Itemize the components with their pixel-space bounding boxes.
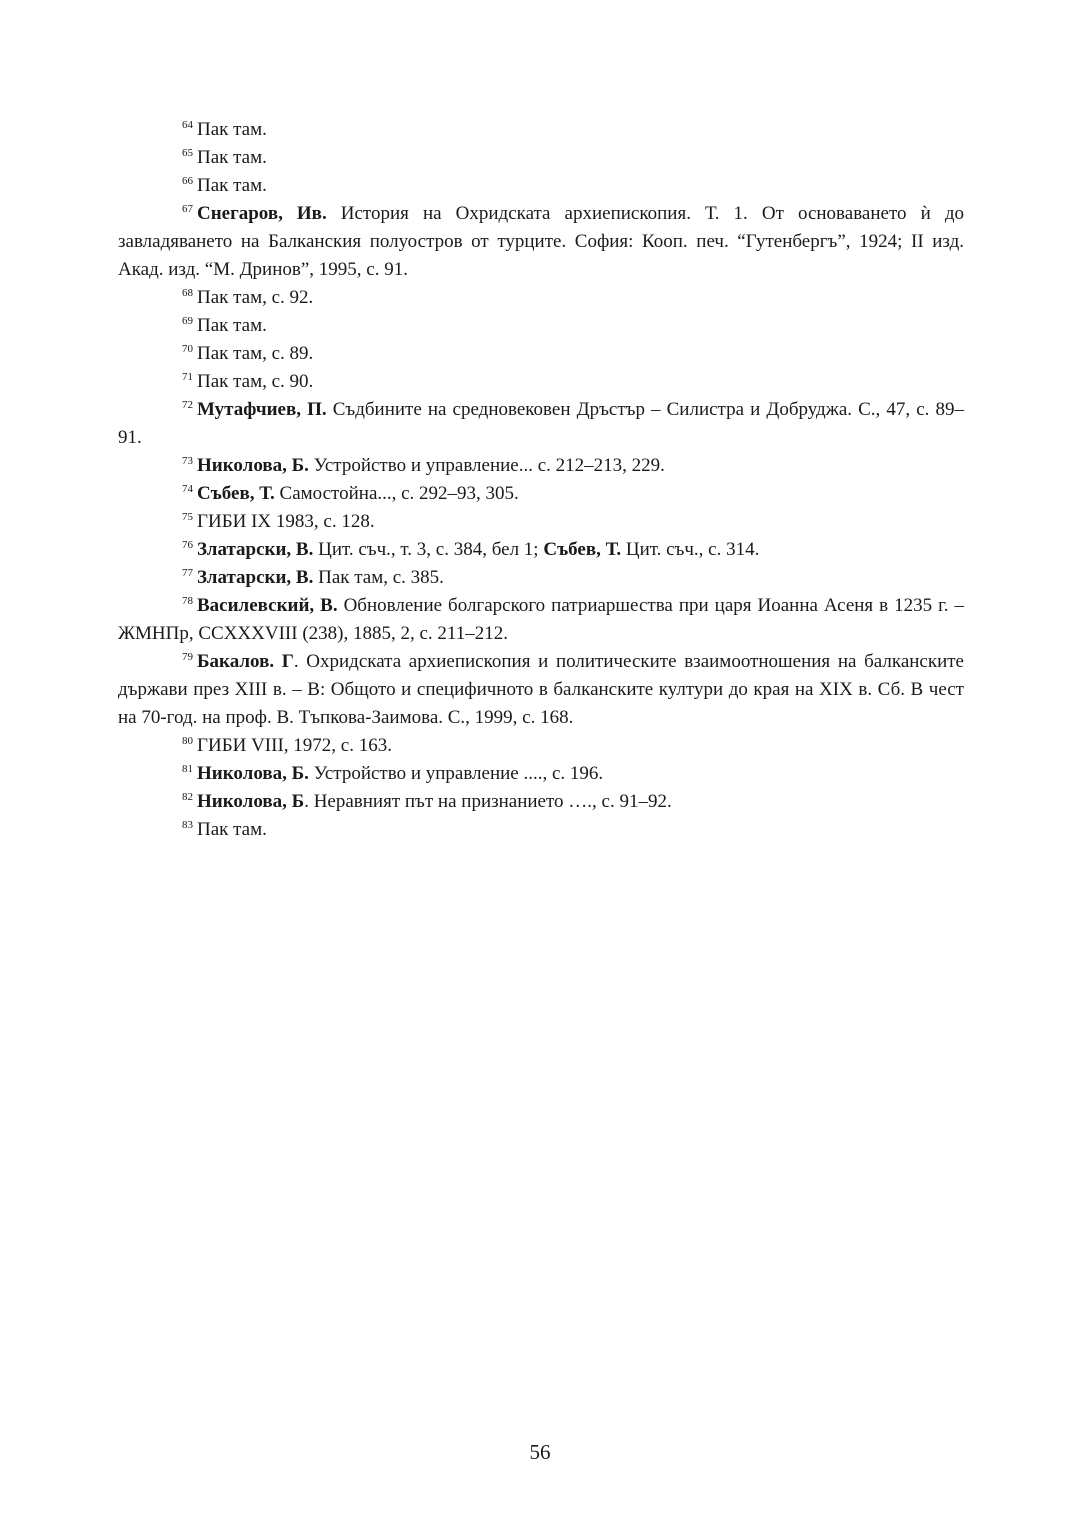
footnote-number: 65 <box>182 147 193 159</box>
footnote-author: Снегаров, Ив. <box>197 203 327 224</box>
footnote-number: 72 <box>182 399 193 411</box>
footnote-text: Пак там, с. 89. <box>197 343 314 364</box>
footnotes-list <box>118 116 964 844</box>
footnote-text: Пак там. <box>197 315 267 336</box>
footnote <box>118 340 964 368</box>
footnote <box>118 144 964 172</box>
footnote-text: Съдбините на средновековен Дръстър – Силистра и Добруджа. С., 47, с. 89–91. <box>118 399 964 448</box>
footnote-text: ГИБИ IX 1983, с. 128. <box>197 511 375 532</box>
footnote-number: 79 <box>182 651 193 663</box>
footnote <box>118 788 964 816</box>
footnote-text: Самостойна..., с. 292–93, 305. <box>274 483 519 504</box>
footnote-text: . Охридската архиепископия и политическите взаимоотношения на балканските държави през XIII в. – В: Общото и специфичното в балканските култури до края на XIX в. Сб. В чест на 70-год. на проф. В. Тъпкова-Заимова. С., 1999, с. 168. <box>118 651 964 728</box>
footnote-number: 78 <box>182 595 193 607</box>
footnote <box>118 816 964 844</box>
footnote-text: Устройство и управление ...., с. 196. <box>308 763 604 784</box>
footnote-number: 66 <box>182 175 193 187</box>
footnote-author: Златарски, В. <box>197 539 314 560</box>
footnote-number: 67 <box>182 203 193 215</box>
footnote <box>118 480 964 508</box>
footnote <box>118 172 964 200</box>
footnote-number: 81 <box>182 763 193 775</box>
footnote-number: 82 <box>182 791 193 803</box>
footnote-number: 80 <box>182 735 193 747</box>
footnote-text: История на Охридската архиепископия. Т. 1. От основаването ѝ до завладяването на Балканския полуостров от турците. София: Кооп. печ. “Гутенбергъ”, 1924; II изд. Акад. изд. “М. Дринов”, 1995, с. 91. <box>118 203 964 280</box>
footnote <box>118 760 964 788</box>
footnote-author: Златарски, В. <box>197 567 314 588</box>
footnote-text: Пак там, с. 385. <box>313 567 444 588</box>
footnote-number: 73 <box>182 455 193 467</box>
footnote <box>118 564 964 592</box>
footnote <box>118 452 964 480</box>
footnote <box>118 508 964 536</box>
footnote <box>118 732 964 760</box>
footnote-number: 75 <box>182 511 193 523</box>
footnote-number: 74 <box>182 483 193 495</box>
footnote-text: Обновление болгарского патриаршества при царя Иоанна Асеня в 1235 г. – ЖМНПр, CCXXXVIII (238), 1885, 2, с. 211–212. <box>118 595 965 644</box>
footnote-text: Пак там. <box>197 175 267 196</box>
footnote <box>118 536 964 564</box>
footnote <box>118 312 964 340</box>
footnote-author: Мутафчиев, П. <box>197 399 327 420</box>
footnote-number: 69 <box>182 315 193 327</box>
footnote <box>118 396 964 452</box>
footnote-author: Николова, Б <box>197 791 305 812</box>
footnote-text: . Неравният път на признанието …., с. 91–92. <box>304 791 672 812</box>
page-number: 56 <box>529 1440 551 1464</box>
footnote-author: Василевский, В. <box>197 595 338 616</box>
footnote <box>118 592 964 648</box>
footnote-author-second: Събев, Т. <box>543 539 622 560</box>
footnote-text: Пак там. <box>197 147 267 168</box>
footnote-text: Пак там, с. 92. <box>197 287 314 308</box>
footnote-number: 77 <box>182 567 193 579</box>
footnote-number: 68 <box>182 287 193 299</box>
footnote-number: 83 <box>182 819 193 831</box>
footnote-number: 64 <box>182 119 193 131</box>
footnote-number: 76 <box>182 539 193 551</box>
footnote-text: Цит. съч., т. 3, с. 384, бел 1; <box>313 539 544 560</box>
footnote-author: Събев, Т. <box>197 483 275 504</box>
footnote-author: Николова, Б. <box>197 763 309 784</box>
footnote-text: Пак там, с. 90. <box>197 371 314 392</box>
footnote-text: Пак там. <box>197 819 267 840</box>
footnote-text: Устройство и управление... с. 212–213, 229. <box>308 455 665 476</box>
footnote-text: Пак там. <box>197 119 267 140</box>
footnote <box>118 200 964 284</box>
footnote-number: 71 <box>182 371 193 383</box>
footnote <box>118 116 964 144</box>
footnote <box>118 284 964 312</box>
footnote-text-second: Цит. съч., с. 314. <box>621 539 760 560</box>
footnote <box>118 648 964 732</box>
footnote-number: 70 <box>182 343 193 355</box>
footnote-author: Бакалов. Г <box>197 651 294 672</box>
footnote-text: ГИБИ VIII, 1972, с. 163. <box>197 735 392 756</box>
footnote-author: Николова, Б. <box>197 455 309 476</box>
footnote <box>118 368 964 396</box>
